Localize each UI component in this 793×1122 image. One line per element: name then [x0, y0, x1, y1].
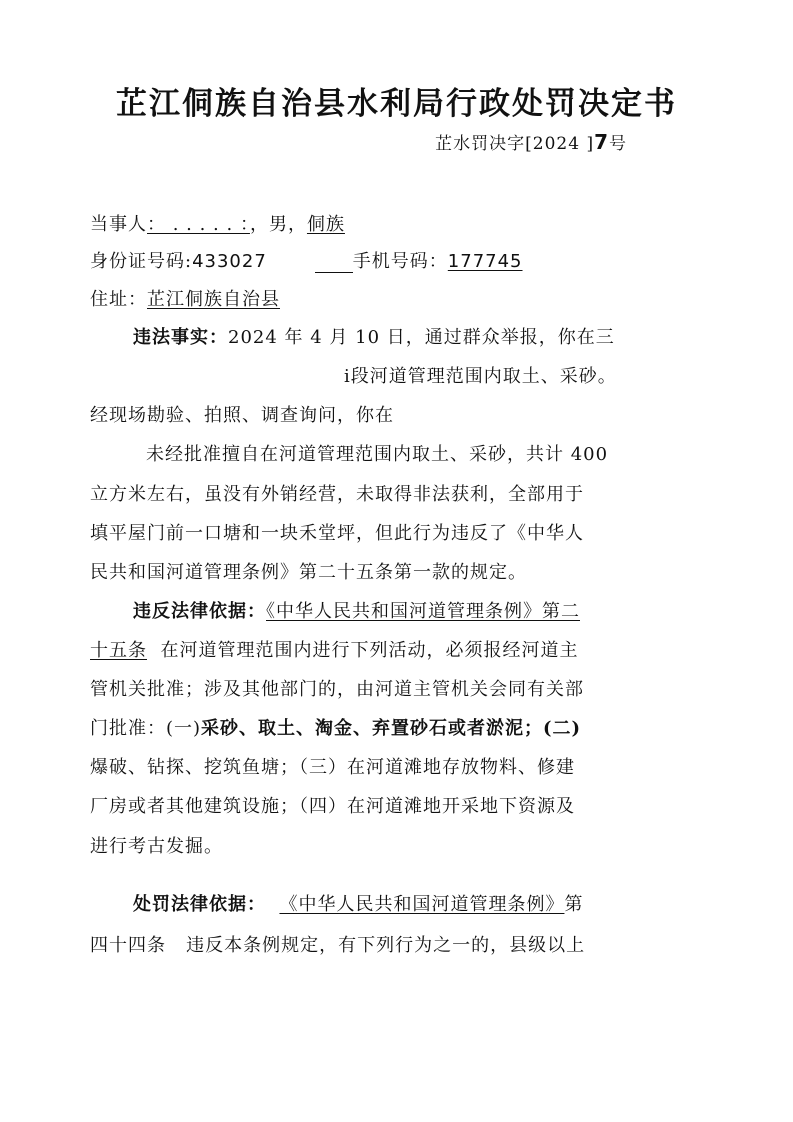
document-title: 芷江侗族自治县水利局行政处罚决定书: [116, 86, 677, 122]
penalty-basis-line-1: [133, 890, 583, 916]
party-line: [90, 210, 345, 236]
document-number: [435, 129, 627, 154]
party-gender: ，男，: [249, 214, 307, 235]
facts-line-7: 民共和国河道管理条例》第二十五条第一款的规定。: [90, 562, 527, 583]
id-redaction: [267, 254, 315, 270]
facts-line-1: [133, 323, 615, 349]
address-line: [90, 285, 280, 311]
penalty-basis-label: 处罚法律依据：: [133, 894, 266, 915]
party-ethnicity: 侗族: [306, 214, 345, 235]
violation-basis-text-4a: 门批准：(一): [90, 718, 202, 739]
violation-basis-line-4: [90, 714, 581, 740]
address-label: 住址：: [90, 289, 147, 310]
penalty-basis-text-2: 违反本条例规定，有下列行为之一的，县级以上: [186, 935, 586, 956]
facts-line-5: 立方米左右，虽没有外销经营，未取得非法获利，全部用于: [90, 484, 584, 505]
facts-label: 违法事实：: [133, 327, 228, 348]
violation-basis-line-6: 厂房或者其他建筑设施；（四）在河道滩地开采地下资源及: [90, 796, 575, 817]
penalty-basis-article: 四十四条: [90, 935, 166, 956]
id-number: 433027: [192, 251, 267, 272]
party-name-masked: ： . . . . . ：: [147, 214, 250, 235]
violation-basis-law: 《中华人民共和国河道管理条例》第二: [266, 601, 580, 622]
party-label: 当事人: [90, 214, 147, 235]
violation-basis-line-5: 爆破、钻探、挖筑鱼塘；（三）在河道滩地存放物料、修建: [90, 757, 575, 778]
facts-text-1-tail: 三: [595, 327, 615, 348]
violation-basis-article: 十五条: [90, 640, 147, 661]
violation-basis-text-4b: 采砂、取土、淘金、弃置砂石或者淤泥；(二): [201, 718, 582, 739]
violation-basis-line-7: 进行考古发掘。: [90, 836, 223, 857]
phone-label: 手机号码：: [352, 251, 448, 272]
doc-number-prefix: 芷水罚决字[2024 ]: [435, 134, 595, 154]
penalty-basis-line-2: [90, 931, 585, 957]
violation-basis-text-2: 在河道管理范围内进行下列活动，必须报经河道主: [160, 640, 579, 661]
address-value: 芷江侗族自治县: [147, 289, 280, 310]
violation-basis-label: 违反法律依据：: [133, 601, 266, 622]
doc-number-suffix: 号: [609, 134, 627, 154]
facts-line-6: 填平屋门前一口塘和一块禾堂坪，但此行为违反了《中华人: [90, 523, 584, 544]
id-underline: [315, 254, 353, 273]
facts-line-4: 未经批准擅自在河道管理范围内取土、采砂，共计 400: [146, 444, 609, 465]
violation-basis-line-2: [90, 636, 578, 662]
id-line: [90, 247, 523, 273]
id-label: 身份证号码:: [90, 251, 193, 272]
doc-number-handwritten: 7: [594, 130, 609, 154]
penalty-basis-law-tail: 第: [564, 894, 584, 915]
violation-basis-line-3: 管机关批准；涉及其他部门的，由河道主管机关会同有关部: [90, 679, 584, 700]
penalty-basis-law: 《中华人民共和国河道管理条例》: [279, 894, 565, 915]
facts-line-2: i段河道管理范围内取土、采砂。: [344, 366, 617, 387]
violation-basis-line-1: [133, 597, 580, 623]
facts-line-3: 经现场勘验、拍照、调查询问，你在: [90, 405, 394, 426]
facts-text-1: 2024 年 4 月 10 日，通过群众举报，你在: [228, 327, 596, 348]
phone-number: 177745: [447, 251, 523, 272]
